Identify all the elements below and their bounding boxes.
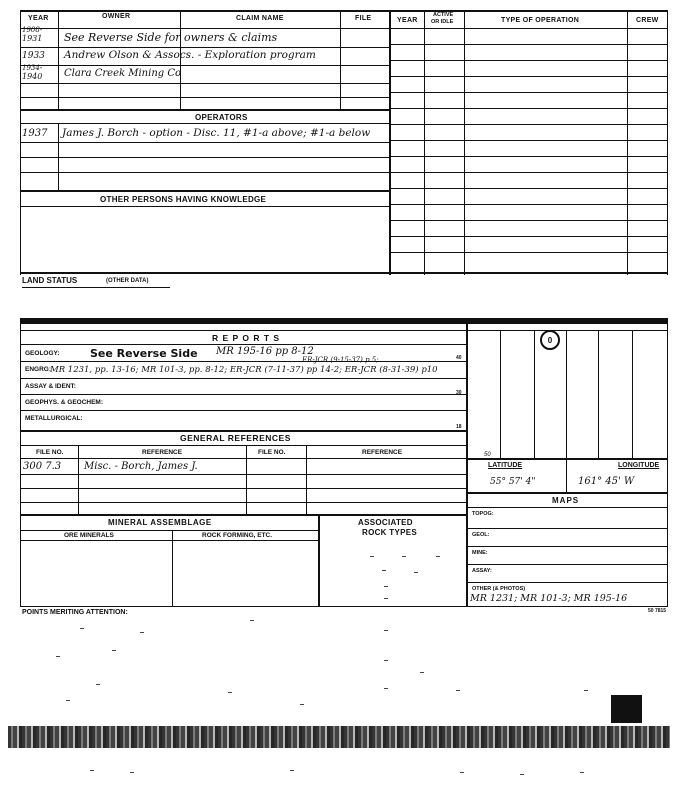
circle-mark bbox=[540, 330, 560, 350]
reference-header-2: REFERENCE bbox=[362, 449, 403, 456]
associated-rock-types-line2: ROCK TYPES bbox=[362, 528, 418, 537]
margin-number: 18 bbox=[456, 424, 462, 430]
mine-label: MINE: bbox=[472, 550, 488, 556]
owner-row-text: See Reverse Side for owners & claims bbox=[64, 31, 278, 44]
other-photos-label: OTHER (& PHOTOS) bbox=[472, 586, 526, 592]
maps-title: MAPS bbox=[552, 496, 580, 505]
land-status-label: LAND STATUS bbox=[22, 276, 78, 285]
mineral-assemblage-title: MINERAL ASSEMBLAGE bbox=[108, 518, 212, 527]
type-of-operation-header: TYPE OF OPERATION bbox=[501, 17, 580, 24]
owner-row-text: Andrew Olson & Assocs. - Exploration program bbox=[64, 49, 316, 61]
reference-header: REFERENCE bbox=[142, 449, 183, 456]
points-meriting-label: POINTS MERITING ATTENTION: bbox=[22, 609, 128, 616]
claim-name-header: CLAIM NAME bbox=[236, 15, 284, 22]
assay-map-label: ASSAY: bbox=[472, 568, 492, 574]
associated-rock-types-line1: ASSOCIATED bbox=[358, 518, 413, 527]
engrg-hand-value: MR 1231, pp. 13-16; MR 101-3, pp. 8-12; ER-JCR (7-11-37) pp 14-2; ER-JCR (8-31-39) p10 bbox=[50, 365, 438, 375]
margin-number: 30 bbox=[456, 390, 462, 396]
year-header: YEAR bbox=[28, 15, 49, 22]
geophys-label: GEOPHYS. & GEOCHEM: bbox=[25, 399, 104, 406]
ref-file-no: 300 7.3 bbox=[23, 461, 62, 472]
geology-hand-value: MR 195-16 pp 8-12 bbox=[216, 346, 314, 357]
geology-printed-value: See Reverse Side bbox=[90, 347, 198, 360]
engrg-note-above: ER-JCR (9-15-37) p 5; bbox=[302, 356, 379, 364]
crew-header: CREW bbox=[636, 17, 659, 24]
topog-label: TOPOG: bbox=[472, 511, 494, 517]
file-no-header: FILE NO. bbox=[36, 449, 64, 456]
operator-row-year: 1937 bbox=[22, 128, 48, 139]
latitude-label: LATITUDE bbox=[488, 462, 523, 469]
geol-label: GEOL: bbox=[472, 532, 490, 538]
owner-row-year-line2: 1933 bbox=[22, 51, 45, 61]
rock-forming-header: ROCK FORMING, ETC. bbox=[202, 532, 273, 539]
owner-header: OWNER bbox=[102, 13, 131, 20]
owner-row-year-line2: 1931 bbox=[22, 34, 43, 43]
scan-noise-band bbox=[8, 726, 670, 748]
year-header-right: YEAR bbox=[397, 17, 418, 24]
geology-label: GEOLOGY: bbox=[25, 350, 60, 357]
general-references-title: GENERAL REFERENCES bbox=[180, 433, 291, 443]
assay-ident-label: ASSAY & IDENT: bbox=[25, 383, 76, 390]
ref-reference: Misc. - Borch, James J. bbox=[84, 461, 198, 472]
idle-header: OR IDLE bbox=[431, 19, 454, 25]
black-square-mark bbox=[611, 695, 642, 723]
longitude-label: LONGITUDE bbox=[618, 462, 660, 469]
file-header: FILE bbox=[355, 15, 372, 22]
grid-mark: 50 bbox=[484, 452, 491, 458]
owner-row-text: Clara Creek Mining Co bbox=[64, 68, 182, 79]
owner-row-year-line1: 1908- bbox=[22, 26, 43, 34]
margin-number: 40 bbox=[456, 355, 462, 361]
longitude-value: 161° 45' W bbox=[578, 476, 635, 487]
owner-row-year-line1: 1934- bbox=[22, 64, 43, 72]
engrg-label: ENGRG: bbox=[25, 366, 51, 373]
other-persons-title: OTHER PERSONS HAVING KNOWLEDGE bbox=[100, 195, 267, 204]
other-photos-value: MR 1231; MR 101-3; MR 195-16 bbox=[470, 593, 628, 604]
land-status-sub: (OTHER DATA) bbox=[106, 278, 149, 284]
file-no-header-2: FILE NO. bbox=[258, 449, 286, 456]
metallurgical-label: METALLURGICAL: bbox=[25, 415, 83, 422]
form-number: 50 7815 bbox=[648, 608, 667, 614]
ore-minerals-header: ORE MINERALS bbox=[64, 532, 114, 539]
circle-mark-value: 0 bbox=[547, 335, 553, 345]
operators-title: OPERATORS bbox=[195, 113, 248, 122]
latitude-value: 55° 57' 4" bbox=[490, 477, 536, 487]
reports-title: R E P O R T S bbox=[212, 333, 281, 343]
owner-row-year-line2: 1940 bbox=[22, 72, 43, 81]
operator-row-text: James J. Borch - option - Disc. 11, #1-a above; #1-a below bbox=[62, 127, 371, 139]
active-header: ACTIVE bbox=[433, 12, 454, 18]
